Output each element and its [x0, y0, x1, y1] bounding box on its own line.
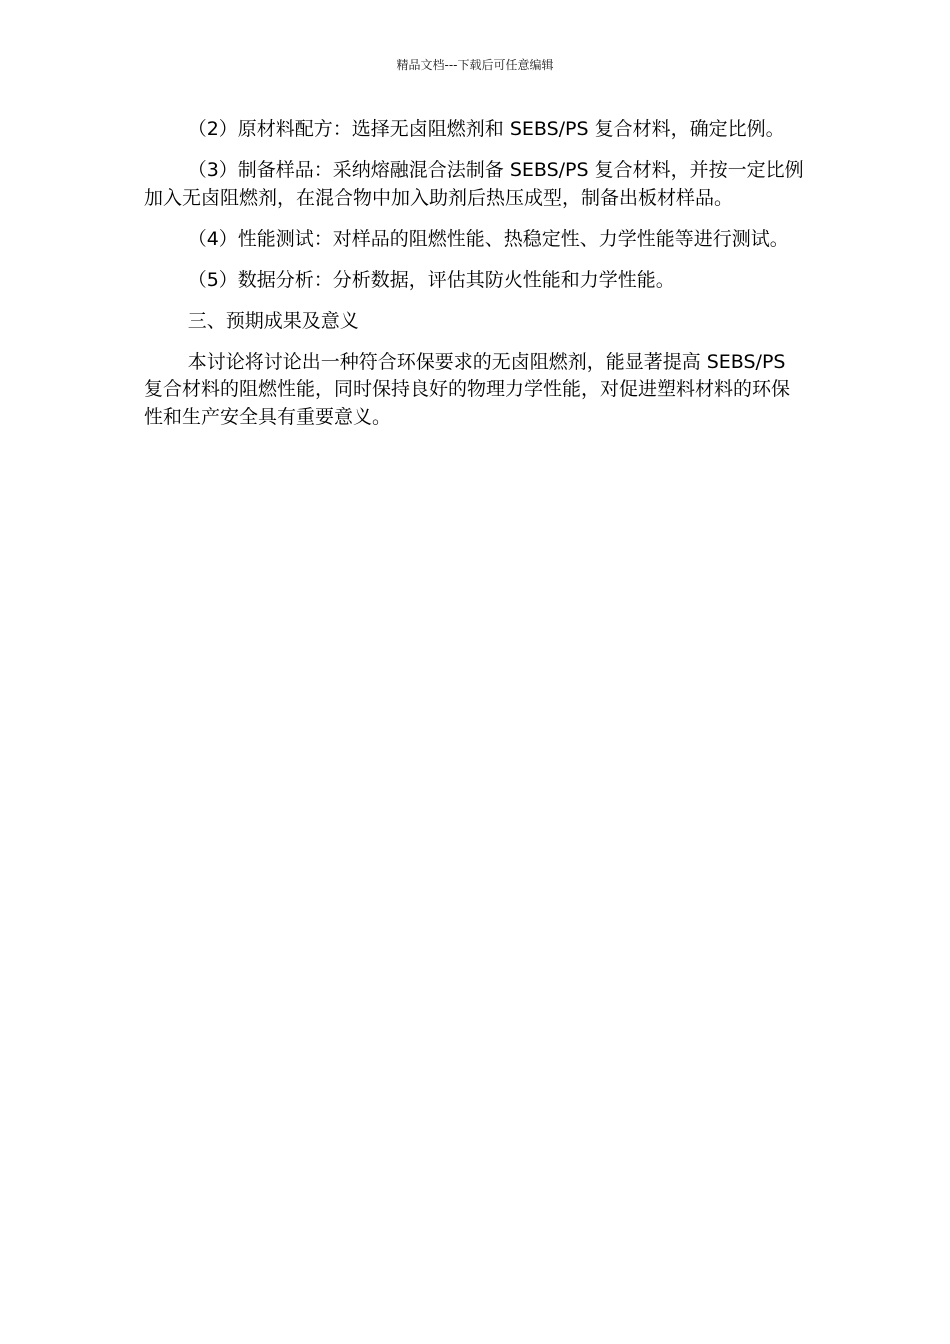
document-body [144, 116, 806, 445]
step-3-sample-preparation: （3）制备样品：采纳熔融混合法制备 SEBS/PS 复合材料，并按一定比例加入无卤阻燃剂，在混合物中加入助剂后热压成型，制备出板材样品。 [144, 159, 804, 209]
step-4-performance-testing: （4）性能测试：对样品的阻燃性能、热稳定性、力学性能等进行测试。 [187, 227, 789, 250]
page-header: 精品文档---下载后可任意编辑 [396, 58, 554, 72]
section-heading-expected-results: 三、预期成果及意义 [187, 309, 359, 332]
step-5-data-analysis: （5）数据分析：分析数据，评估其防火性能和力学性能。 [187, 268, 675, 291]
step-2-raw-material-formula: （2）原材料配方：选择无卤阻燃剂和 SEBS/PS 复合材料，确定比例。 [187, 118, 785, 140]
expected-results-paragraph: 本讨论将讨论出一种符合环保要求的无卤阻燃剂，能显著提高 SEBS/PS 复合材料的阻燃性能，同时保持良好的物理力学性能，对促进塑料材料的环保性和生产安全具有重要意义。 [144, 350, 791, 428]
